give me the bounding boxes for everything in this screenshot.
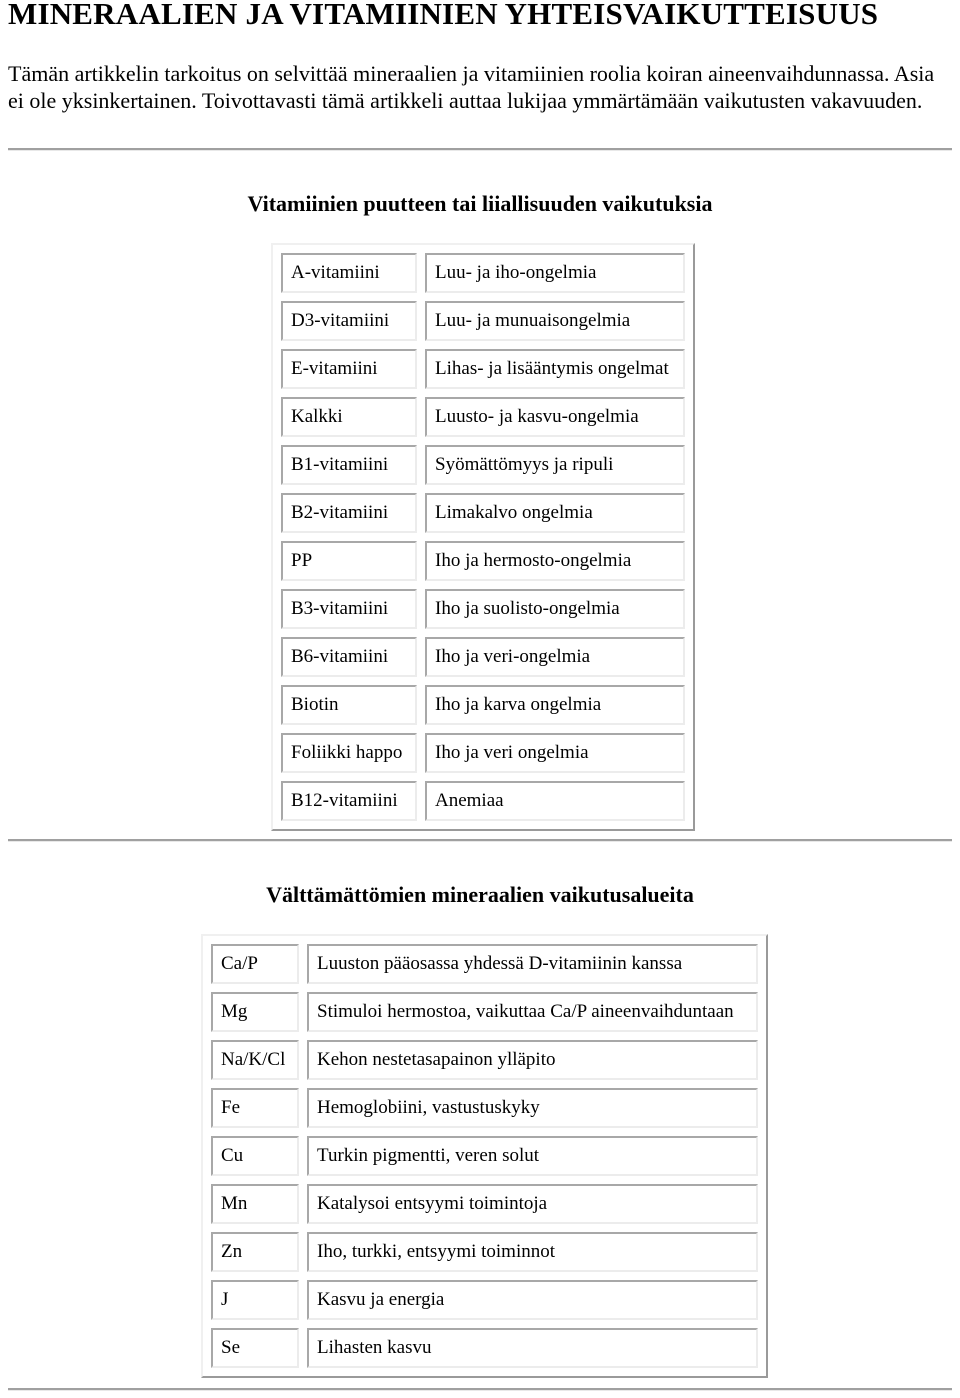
page-title: MINERAALIEN JA VITAMIINIEN YHTEISVAIKUTTEISUUS (8, 0, 879, 31)
mineral-name: Mn (211, 1184, 299, 1224)
vitamin-name: Foliikki happo (281, 733, 417, 773)
vitamin-name: Biotin (281, 685, 417, 725)
vitamin-name: B2-vitamiini (281, 493, 417, 533)
mineral-name: Na/K/Cl (211, 1040, 299, 1080)
table-row (211, 1280, 758, 1320)
vitamin-effect: Luu- ja munuaisongelmia (425, 301, 685, 341)
divider (8, 148, 952, 151)
vitamin-name: Kalkki (281, 397, 417, 437)
table-row (281, 349, 685, 389)
mineral-function: Stimuloi hermostoa, vaikuttaa Ca/P aineenvaihduntaan (307, 992, 758, 1032)
mineral-function: Katalysoi entsyymi toimintoja (307, 1184, 758, 1224)
table-row (281, 589, 685, 629)
vitamin-effect: Anemiaa (425, 781, 685, 821)
table-row (281, 733, 685, 773)
vitamin-effect: Luu- ja iho-ongelmia (425, 253, 685, 293)
mineral-name: Zn (211, 1232, 299, 1272)
mineral-function: Luuston pääosassa yhdessä D-vitamiinin kanssa (307, 944, 758, 984)
vitamin-effect: Limakalvo ongelmia (425, 493, 685, 533)
table-row (281, 301, 685, 341)
vitamin-effect: Lihas- ja lisääntymis ongelmat (425, 349, 685, 389)
table-row (211, 992, 758, 1032)
table-row (211, 1184, 758, 1224)
table-row (281, 397, 685, 437)
mineral-name: J (211, 1280, 299, 1320)
table-row (281, 445, 685, 485)
table-row (211, 1088, 758, 1128)
mineral-function: Hemoglobiini, vastustuskyky (307, 1088, 758, 1128)
table-row (281, 685, 685, 725)
mineral-name: Ca/P (211, 944, 299, 984)
vitamin-name: B1-vitamiini (281, 445, 417, 485)
vitamin-name: PP (281, 541, 417, 581)
table-row (211, 1136, 758, 1176)
divider (8, 1388, 952, 1391)
table-row (211, 1232, 758, 1272)
vitamin-name: B6-vitamiini (281, 637, 417, 677)
table-row (211, 1328, 758, 1368)
intro-paragraph: Tämän artikkelin tarkoitus on selvittää mineraalien ja vitamiinien roolia koiran aineenvaihdunnassa. Asia ei ole yksinkertainen. Toivottavasti tämä artikkeli auttaa lukijaa ymmärtämään vaikutusten vakavuuden. (8, 61, 935, 113)
mineral-function: Kasvu ja energia (307, 1280, 758, 1320)
table-row (211, 1040, 758, 1080)
vitamin-effect: Iho ja karva ongelmia (425, 685, 685, 725)
mineral-name: Cu (211, 1136, 299, 1176)
vitamins-heading: Vitamiinien puutteen tai liiallisuuden vaikutuksia (247, 191, 713, 216)
table-row (281, 637, 685, 677)
vitamin-name: D3-vitamiini (281, 301, 417, 341)
table-row (281, 781, 685, 821)
divider (8, 839, 952, 842)
vitamin-effect: Luusto- ja kasvu-ongelmia (425, 397, 685, 437)
table-row (211, 944, 758, 984)
table-row (281, 493, 685, 533)
vitamin-effect: Iho ja veri ongelmia (425, 733, 685, 773)
vitamin-effect: Syömättömyys ja ripuli (425, 445, 685, 485)
mineral-table (201, 934, 768, 1378)
vitamin-effect: Iho ja hermosto-ongelmia (425, 541, 685, 581)
vitamin-table (271, 243, 695, 831)
mineral-function: Lihasten kasvu (307, 1328, 758, 1368)
minerals-heading: Välttämättömien mineraalien vaikutusalueita (266, 882, 694, 907)
table-row (281, 253, 685, 293)
mineral-name: Se (211, 1328, 299, 1368)
vitamin-name: E-vitamiini (281, 349, 417, 389)
table-row (281, 541, 685, 581)
mineral-name: Mg (211, 992, 299, 1032)
vitamin-name: B12-vitamiini (281, 781, 417, 821)
mineral-function: Kehon nestetasapainon ylläpito (307, 1040, 758, 1080)
mineral-function: Iho, turkki, entsyymi toiminnot (307, 1232, 758, 1272)
vitamin-effect: Iho ja suolisto-ongelmia (425, 589, 685, 629)
vitamin-name: B3-vitamiini (281, 589, 417, 629)
vitamin-effect: Iho ja veri-ongelmia (425, 637, 685, 677)
mineral-function: Turkin pigmentti, veren solut (307, 1136, 758, 1176)
vitamin-name: A-vitamiini (281, 253, 417, 293)
mineral-name: Fe (211, 1088, 299, 1128)
